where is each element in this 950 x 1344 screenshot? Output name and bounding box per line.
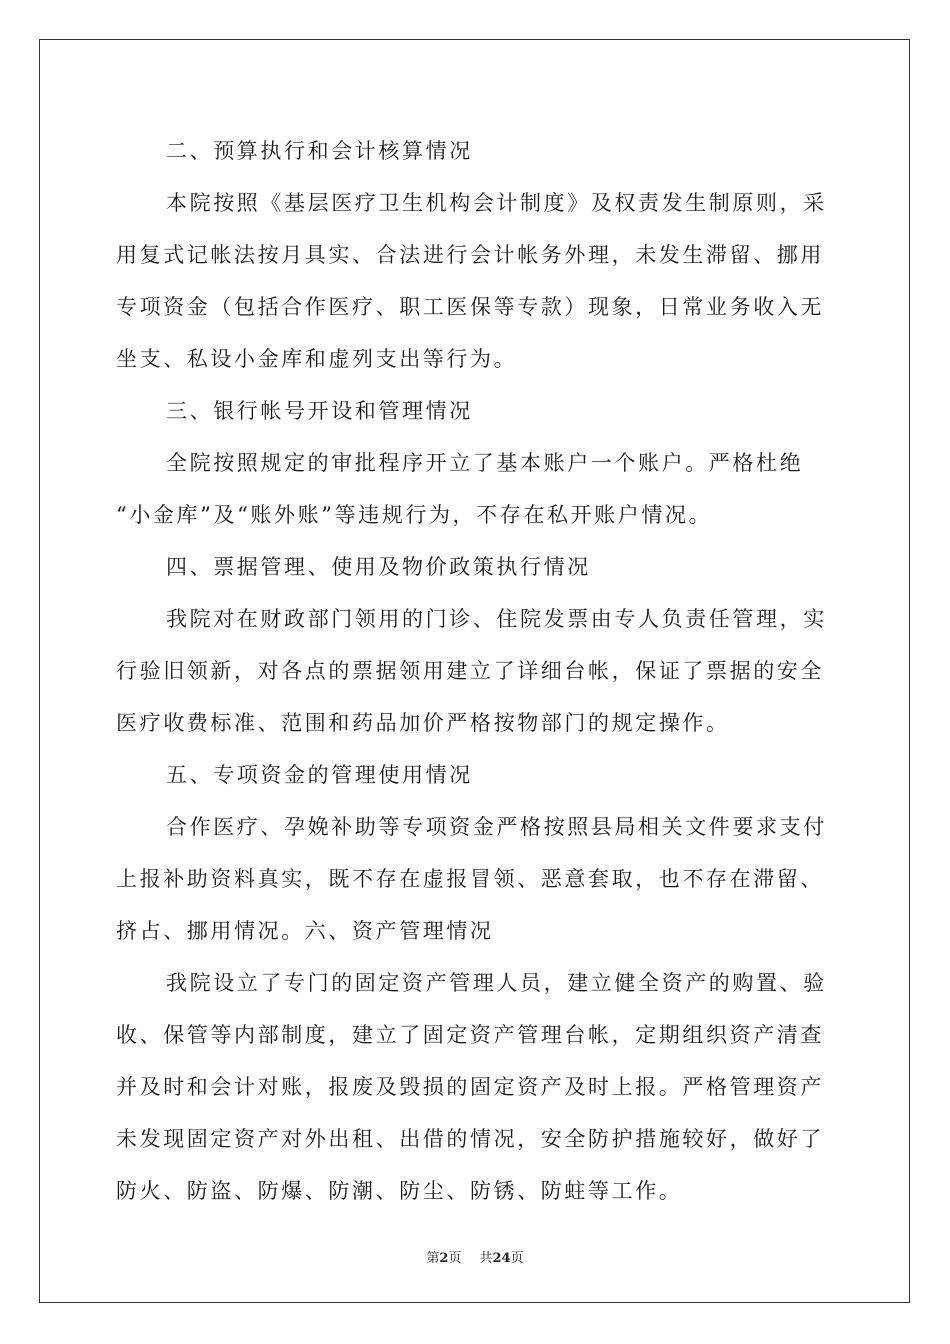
- paragraph-line: 医疗收费标准、范围和药品加价严格按物部门的规定操作。: [116, 711, 730, 735]
- page-prefix: 第: [426, 1251, 440, 1266]
- paragraph-line: 专项资金（包括合作医疗、职工医保等专款）现象，日常业务收入无: [116, 295, 824, 319]
- paragraph-line: 挤占、挪用情况。六、资产管理情况: [116, 919, 494, 943]
- page-suffix: 页: [448, 1251, 462, 1266]
- page-footer: [0, 1247, 950, 1266]
- document-body: [116, 125, 836, 1217]
- section-heading-invoices: 四、票据管理、使用及物价政策执行情况: [166, 555, 591, 579]
- paragraph-line: 合作医疗、孕娩补助等专项资金严格按照县局相关文件要求支付: [166, 815, 827, 839]
- section-heading-bank: 三、银行帐号开设和管理情况: [166, 399, 473, 423]
- section-heading-special-funds: 五、专项资金的管理使用情况: [166, 763, 473, 787]
- current-page-number: 2: [439, 1251, 449, 1266]
- total-page-count: 24: [492, 1251, 511, 1266]
- paragraph-line: “小金库”及“账外账”等违规行为，不存在私开账户情况。: [116, 503, 713, 527]
- paragraph-line: 收、保管等内部制度，建立了固定资产管理台帐，定期组织资产清查: [116, 1023, 824, 1047]
- total-suffix: 页: [510, 1251, 524, 1266]
- paragraph-line: 全院按照规定的审批程序开立了基本账户一个账户。严格杜绝: [166, 451, 804, 475]
- paragraph-line: 我院设立了专门的固定资产管理人员，建立健全资产的购置、验: [166, 971, 827, 995]
- paragraph-line: 我院对在财政部门领用的门诊、住院发票由专人负责任管理，实: [166, 607, 827, 631]
- total-prefix: 共: [479, 1251, 493, 1266]
- section-heading-budget: 二、预算执行和会计核算情况: [166, 139, 473, 163]
- paragraph-line: 用复式记帐法按月具实、合法进行会计帐务外理，未发生滞留、挪用: [116, 243, 824, 267]
- paragraph-line: 行验旧领新，对各点的票据领用建立了详细台帐，保证了票据的安全: [116, 659, 824, 683]
- paragraph-line: 防火、防盗、防爆、防潮、防尘、防锈、防蛀等工作。: [116, 1179, 683, 1203]
- paragraph-line: 本院按照《基层医疗卫生机构会计制度》及权责发生制原则，采: [166, 191, 827, 215]
- paragraph-line: 坐支、私设小金库和虚列支出等行为。: [116, 347, 518, 371]
- paragraph-line: 上报补助资料真实，既不存在虚报冒领、恶意套取，也不存在滞留、: [116, 867, 824, 891]
- paragraph-line: 并及时和会计对账，报废及毁损的固定资产及时上报。严格管理资产: [116, 1075, 824, 1099]
- paragraph-line: 未发现固定资产对外出租、出借的情况，安全防护措施较好，做好了: [116, 1127, 824, 1151]
